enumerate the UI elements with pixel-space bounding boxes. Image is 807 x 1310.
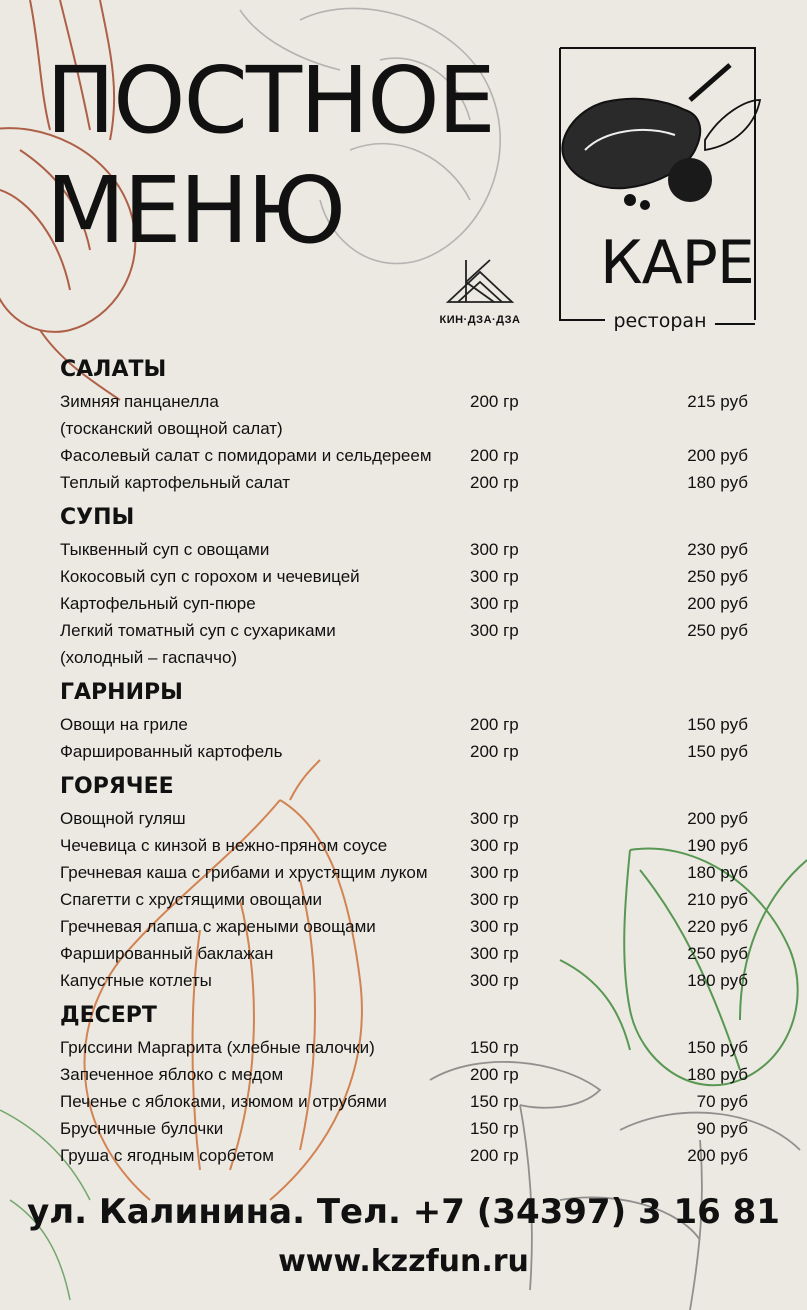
- menu-item: [60, 563, 760, 590]
- menu-item: [60, 940, 760, 967]
- item-name: Фасолевый салат с помидорами и сельдереем: [60, 446, 432, 465]
- menu-item: [60, 469, 760, 496]
- item-note: (тосканский овощной салат): [60, 419, 283, 438]
- item-name: Брусничные булочки: [60, 1119, 224, 1138]
- menu-item: [60, 738, 760, 765]
- item-price: 180 руб: [687, 971, 748, 990]
- item-weight: 150 гр: [470, 1092, 519, 1111]
- item-weight: 200 гр: [470, 446, 519, 465]
- menu-item: [60, 913, 760, 940]
- item-price: 150 руб: [687, 715, 748, 734]
- item-weight: 300 гр: [470, 594, 519, 613]
- menu-item: [60, 388, 760, 415]
- menu-item: [60, 886, 760, 913]
- item-weight: 200 гр: [470, 715, 519, 734]
- item-price: 210 руб: [687, 890, 748, 909]
- menu-title: [46, 46, 494, 266]
- footer-website-link[interactable]: www.kzzfun.ru: [278, 1244, 529, 1279]
- menu-item: [60, 1061, 760, 1088]
- menu-item: [60, 442, 760, 469]
- item-price: 180 руб: [687, 473, 748, 492]
- item-name: Овощной гуляш: [60, 809, 186, 828]
- section-hot: [60, 773, 760, 994]
- menu-title-line1: ПОСТНОЕ: [46, 47, 494, 154]
- item-weight: 300 гр: [470, 567, 519, 586]
- item-weight: 300 гр: [470, 863, 519, 882]
- item-price: 200 руб: [687, 809, 748, 828]
- section-title: ГАРНИРЫ: [60, 680, 183, 705]
- menu-item: [60, 590, 760, 617]
- menu-item: [60, 1034, 760, 1061]
- item-name: Зимняя панцанелла: [60, 392, 219, 411]
- item-name: Фаршированный баклажан: [60, 944, 274, 963]
- restaurant-subtitle: ресторан: [613, 310, 707, 332]
- item-weight: 300 гр: [470, 621, 519, 640]
- item-name: Кокосовый суп с горохом и чечевицей: [60, 567, 360, 586]
- footer-address: ул. Калинина. Тел. +7 (34397) 3 16 81: [27, 1192, 780, 1232]
- menu-title-line2: МЕНЮ: [46, 157, 345, 264]
- item-name: Гречневая лапша с жареными овощами: [60, 917, 376, 936]
- item-weight: 200 гр: [470, 1065, 519, 1084]
- menu-item: [60, 832, 760, 859]
- item-price: 250 руб: [687, 621, 748, 640]
- section-dessert: [60, 1002, 760, 1169]
- menu-item: [60, 859, 760, 886]
- item-price: 180 руб: [687, 863, 748, 882]
- item-price: 220 руб: [687, 917, 748, 936]
- section-title: СУПЫ: [60, 505, 135, 530]
- item-price: 215 руб: [687, 392, 748, 411]
- item-name: Чечевица с кинзой в нежно-пряном соусе: [60, 836, 388, 855]
- partner-label: КИН·ДЗА·ДЗА: [439, 314, 521, 326]
- item-price: 190 руб: [687, 836, 748, 855]
- item-weight: 200 гр: [470, 473, 519, 492]
- item-name: Теплый картофельный салат: [60, 473, 291, 492]
- item-price: 200 руб: [687, 1146, 748, 1165]
- item-weight: 200 гр: [470, 742, 519, 761]
- item-weight: 200 гр: [470, 1146, 519, 1165]
- item-price: 150 руб: [687, 742, 748, 761]
- section-sides: [60, 679, 760, 765]
- tomato-sketch-icon: [668, 158, 712, 202]
- menu-item: [60, 1115, 760, 1142]
- item-weight: 300 гр: [470, 944, 519, 963]
- section-title: САЛАТЫ: [60, 357, 167, 382]
- menu-item: [60, 617, 760, 644]
- item-price: 150 руб: [687, 1038, 748, 1057]
- menu-item: [60, 536, 760, 563]
- item-price: 90 руб: [696, 1119, 748, 1138]
- item-name: Гречневая каша с грибами и хрустящим луком: [60, 863, 428, 882]
- menu-item: [60, 1142, 760, 1169]
- item-price: 70 руб: [696, 1092, 748, 1111]
- item-name: Овощи на гриле: [60, 715, 188, 734]
- restaurant-name: КАРЕ: [600, 228, 754, 298]
- leaf-sketch-icon: [705, 100, 760, 150]
- menu-item: [60, 967, 760, 994]
- section-soups: [60, 504, 760, 671]
- item-name: Запеченное яблоко с медом: [60, 1065, 284, 1084]
- item-price: 200 руб: [687, 446, 748, 465]
- item-name: Легкий томатный суп с сухариками: [60, 621, 336, 640]
- item-weight: 200 гр: [470, 392, 519, 411]
- item-name: Груша с ягодным сорбетом: [60, 1146, 274, 1165]
- menu-item: [60, 1088, 760, 1115]
- menu-list: [60, 356, 760, 1177]
- item-weight: 300 гр: [470, 917, 519, 936]
- section-title: ГОРЯЧЕЕ: [60, 774, 174, 799]
- item-price: 250 руб: [687, 567, 748, 586]
- item-weight: 300 гр: [470, 890, 519, 909]
- item-price: 180 руб: [687, 1065, 748, 1084]
- item-name: Картофельный суп-пюре: [60, 594, 256, 613]
- item-weight: 150 гр: [470, 1119, 519, 1138]
- item-name: Спагетти с хрустящими овощами: [60, 890, 322, 909]
- section-salads: [60, 356, 760, 496]
- item-name: Капустные котлеты: [60, 971, 212, 990]
- item-price: 200 руб: [687, 594, 748, 613]
- item-price: 250 руб: [687, 944, 748, 963]
- menu-item: [60, 805, 760, 832]
- item-price: 230 руб: [687, 540, 748, 559]
- item-note: (холодный – гаспаччо): [60, 648, 238, 667]
- item-weight: 150 гр: [470, 1038, 519, 1057]
- menu-item: [60, 711, 760, 738]
- item-name: Гриссини Маргарита (хлебные палочки): [60, 1038, 375, 1057]
- item-weight: 300 гр: [470, 836, 519, 855]
- item-weight: 300 гр: [470, 809, 519, 828]
- item-name: Фаршированный картофель: [60, 742, 283, 761]
- item-weight: 300 гр: [470, 540, 519, 559]
- item-name: Печенье с яблоками, изюмом и отрубями: [60, 1092, 387, 1111]
- item-weight: 300 гр: [470, 971, 519, 990]
- item-name: Тыквенный суп с овощами: [60, 540, 270, 559]
- section-title: ДЕСЕРТ: [60, 1003, 157, 1028]
